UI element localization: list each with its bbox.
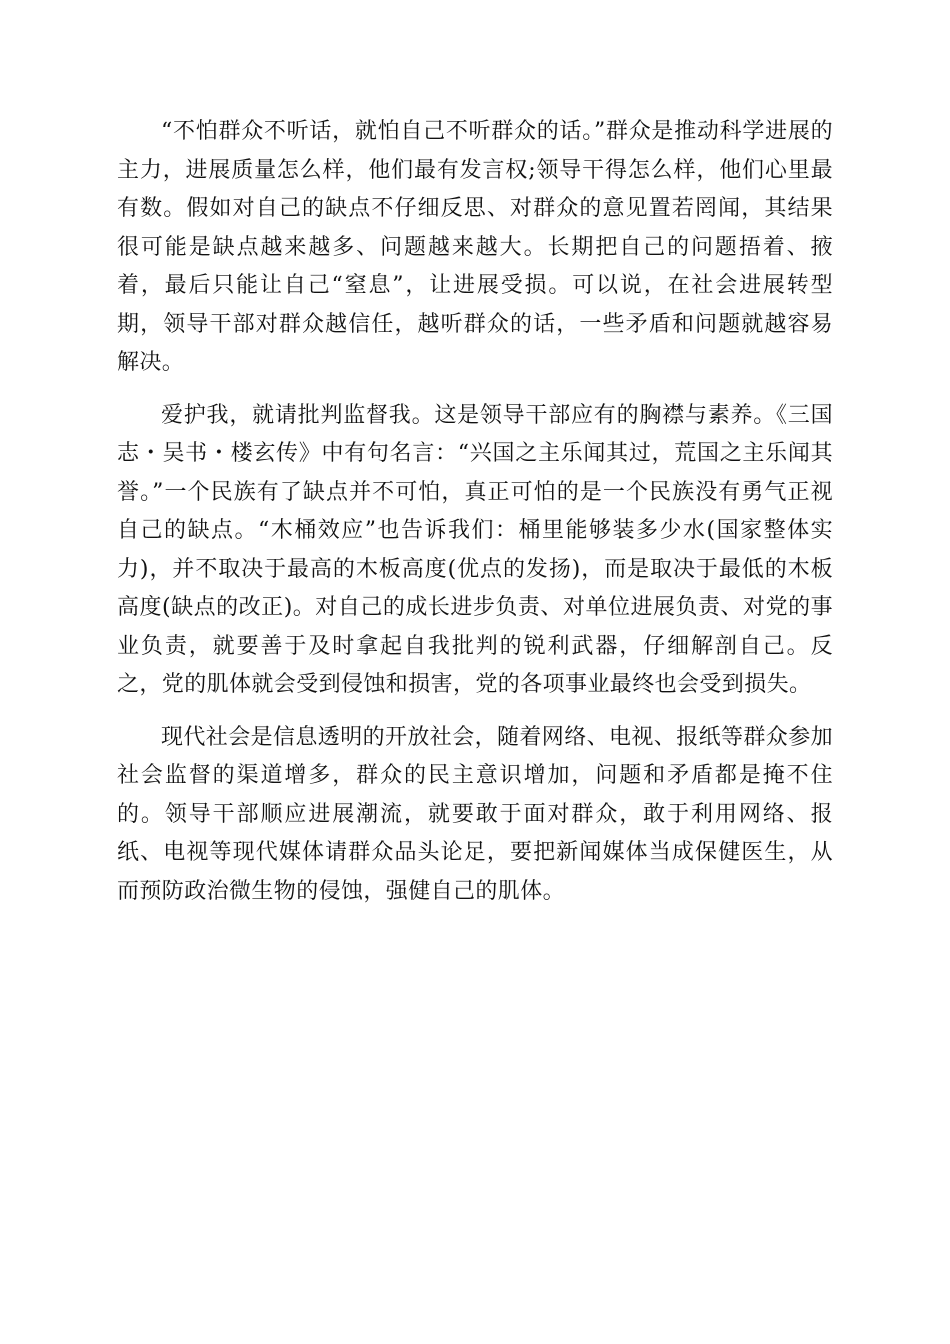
paragraph-2: 爱护我，就请批判监督我。这是领导干部应有的胸襟与素养。《三国志・吴书・楼玄传》中有句名言：“兴国之主乐闻其过，荒国之主乐闻其誉。”一个民族有了缺点并不可怕，真正可怕的是一个民族没有勇气正视自己的缺点。“木桶效应”也告诉我们：桶里能够装多少水(国家整体实力)，并不取决于最高的木板高度(优点的发扬)，而是取决于最低的木板高度(缺点的改正)。对自己的成长进步负责、对单位进展负责、对党的事业负责，就要善于及时拿起自我批判的锐利武器，仔细解剖自己。反之，党的肌体就会受到侵蚀和损害，党的各项事业最终也会受到损失。	[117, 402, 833, 697]
paragraph-3: 现代社会是信息透明的开放社会，随着网络、电视、报纸等群众参加社会监督的渠道增多，群众的民主意识增加，问题和矛盾都是掩不住的。领导干部顺应进展潮流，就要敢于面对群众，敢于利用网络、报纸、电视等现代媒体请群众品头论足，要把新闻媒体当成保健医生，从而预防政治微生物的侵蚀，强健自己的肌体。	[117, 724, 834, 904]
paragraph-1: “不怕群众不听话，就怕自己不听群众的话。”群众是推动科学进展的主力，进展质量怎么样，他们最有发言权;领导干得怎么样，他们心里最有数。假如对自己的缺点不仔细反思、对群众的意见置若罔闻，其结果很可能是缺点越来越多、问题越来越大。长期把自己的问题捂着、掖着，最后只能让自己“窒息”，让进展受损。可以说，在社会进展转型期，领导干部对群众越信任，越听群众的话，一些矛盾和问题就越容易解决。	[117, 119, 833, 375]
document-body	[117, 113, 833, 911]
